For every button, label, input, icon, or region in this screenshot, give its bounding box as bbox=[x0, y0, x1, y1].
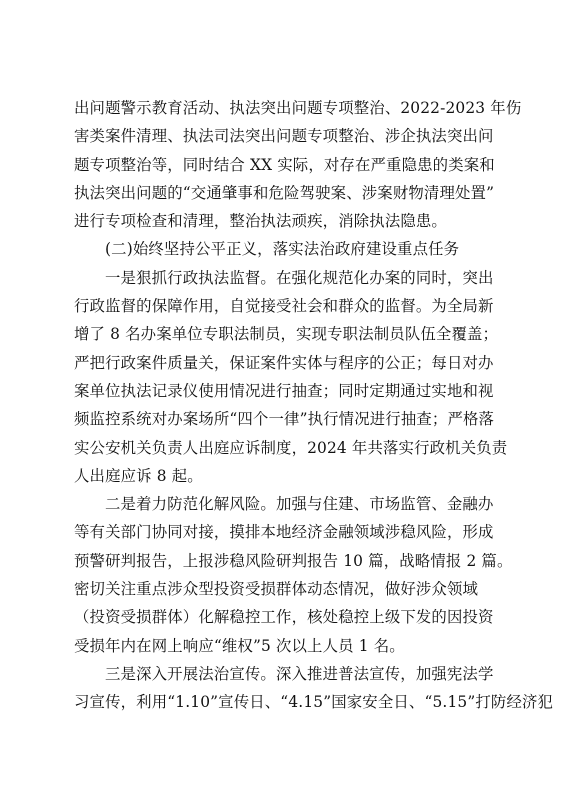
section-heading: (二)始终坚持公平正义，落实法治政府建设重点任务 bbox=[105, 240, 460, 259]
paragraph-1-line-8: 人出庭应诉 8 起。 bbox=[74, 466, 203, 485]
text-line-1: 出问题警示教育活动、执法突出问题专项整治、2022-2023 年伤 bbox=[74, 99, 522, 117]
paragraph-1-line-2: 行政监督的保障作用，自觉接受社会和群众的监督。为全局新 bbox=[74, 297, 494, 316]
paragraph-3-line-1: 三是深入开展法治宣传。深入推进普法宣传，加强宪法学 bbox=[105, 664, 494, 683]
text-line-5: 进行专项检查和清理，整治执法顽疾，消除执法隐患。 bbox=[74, 212, 447, 231]
text-line-2: 害类案件清理、执法司法突出问题专项整治、涉企执法突出问 bbox=[74, 127, 494, 146]
paragraph-1-line-7: 实公安机关负责人出庭应诉制度，2024 年共落实行政机关负责 bbox=[74, 438, 508, 457]
paragraph-3-line-2: 习宣传，利用“1.10”宣传日、“4.15”国家安全日、“5.15”打防经济犯 bbox=[74, 693, 554, 712]
paragraph-2-line-4: 密切关注重点涉众型投资受损群体动态情况，做好涉众领域 bbox=[74, 580, 479, 599]
paragraph-1-line-5: 案单位执法记录仪使用情况进行抽查；同时定期通过实地和视 bbox=[74, 381, 494, 400]
document-body bbox=[74, 94, 554, 717]
paragraph-2-line-2: 等有关部门协同对接，摸排本地经济金融领域涉稳风险，形成 bbox=[74, 523, 494, 542]
paragraph-1-line-6: 频监控系统对办案场所“四个一律”执行情况进行抽查；严格落 bbox=[74, 410, 495, 429]
paragraph-1-line-3: 增了 8 名办案单位专职法制员，实现专职法制员队伍全覆盖； bbox=[74, 325, 499, 344]
paragraph-1-line-1: 一是狠抓行政执法监督。在强化规范化办案的同时，突出 bbox=[105, 268, 494, 287]
text-line-4: 执法突出问题的“交通肇事和危险驾驶案、涉案财物清理处置” bbox=[74, 183, 495, 202]
paragraph-2-line-6: 受损年内在网上响应“维权”5 次以上人员 1 名。 bbox=[74, 636, 405, 655]
paragraph-1-line-4: 严把行政案件质量关，保证案件实体与程序的公正；每日对办 bbox=[74, 353, 494, 372]
paragraph-2-line-5: （投资受损群体）化解稳控工作，核处稳控上级下发的因投资 bbox=[74, 608, 494, 627]
text-line-3: 题专项整治等，同时结合 XX 实际，对存在严重隐患的类案和 bbox=[74, 155, 495, 174]
paragraph-2-line-1: 二是着力防范化解风险。加强与住建、市场监管、金融办 bbox=[105, 495, 494, 514]
paragraph-2-line-3: 预警研判报告，上报涉稳风险研判报告 10 篇，战略情报 2 篇。 bbox=[74, 551, 513, 570]
